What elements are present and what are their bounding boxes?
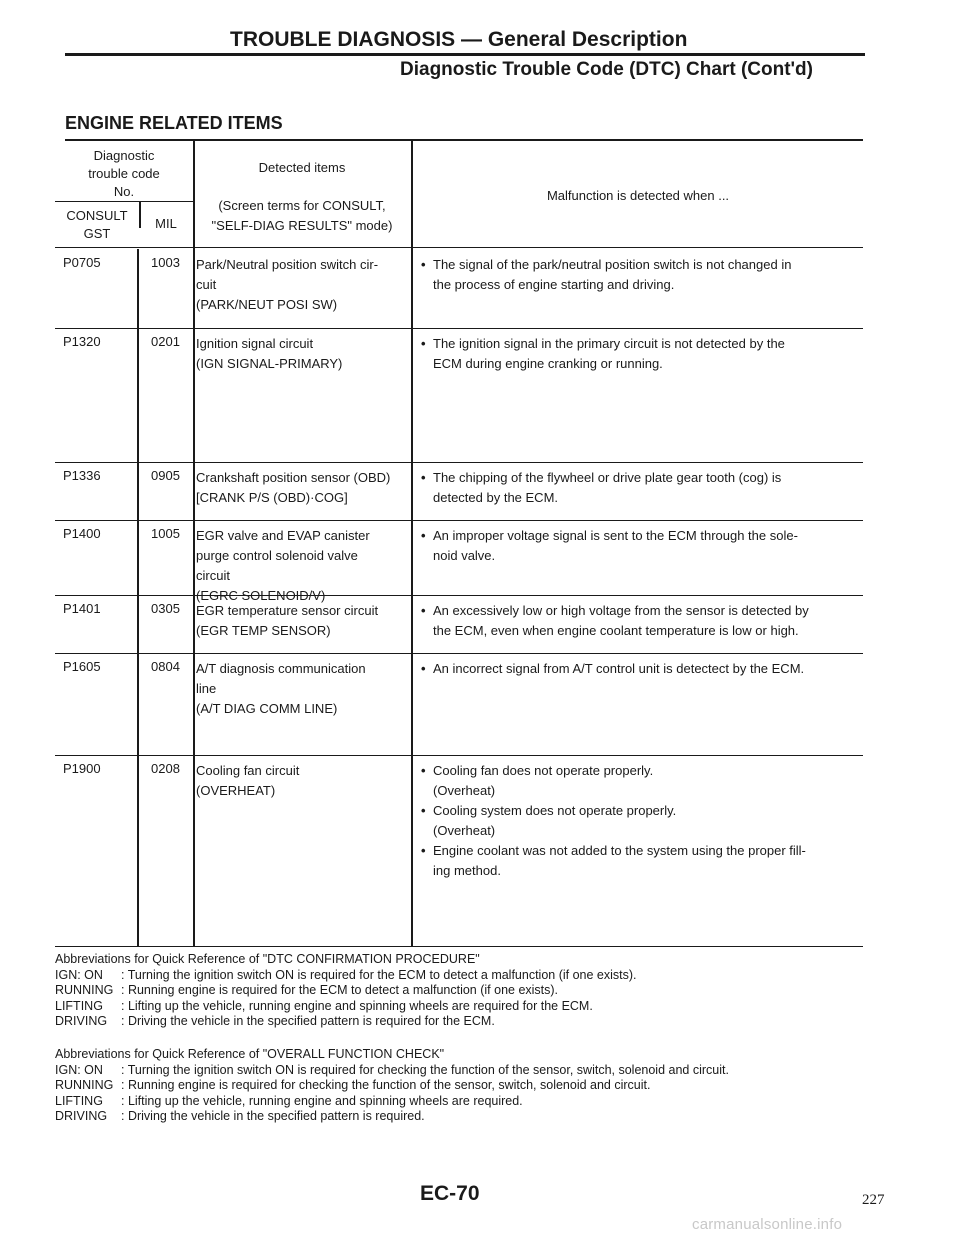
dtc-code: P1336 bbox=[63, 468, 101, 483]
row-rule bbox=[55, 653, 863, 654]
page-number: 227 bbox=[862, 1192, 885, 1208]
detected-item: A/T diagnosis communication line (A/T DIAG COMM LINE) bbox=[196, 661, 366, 716]
row-rule bbox=[55, 520, 863, 521]
detected-item: Park/Neutral position switch cir- cuit (PARK/NEUT POSI SW) bbox=[196, 257, 379, 312]
malfunction-header: Malfunction is detected when ... bbox=[546, 188, 730, 203]
malfunction-condition: • An improper voltage signal is sent to the ECM through the sole- noid valve. bbox=[421, 528, 798, 563]
malfunction-condition: • An excessively low or high voltage from the sensor is detected by the ECM, even when engine coolant temperature is low or high. bbox=[421, 603, 809, 638]
detected-item: Ignition signal circuit (IGN SIGNAL-PRIMARY) bbox=[196, 336, 343, 371]
header-rule bbox=[65, 53, 865, 56]
detected-item: EGR temperature sensor circuit (EGR TEMP SENSOR) bbox=[196, 603, 379, 638]
section-heading: ENGINE RELATED ITEMS bbox=[65, 113, 283, 133]
mil-code: 0208 bbox=[151, 761, 180, 776]
malfunction-condition: • The signal of the park/neutral position switch is not changed in the process of engine starting and driving. bbox=[421, 257, 792, 292]
mil-code: 0305 bbox=[151, 601, 180, 616]
abbreviations-title: Abbreviations for Quick Reference of "OVERALL FUNCTION CHECK" bbox=[55, 1047, 445, 1061]
abbreviation-item: RUNNING : Running engine is required for the ECM to detect a malfunction (if one exists). bbox=[55, 983, 559, 997]
detected-item: EGR valve and EVAP canister purge control solenoid valve circuit (EGRC SOLENOID/V) bbox=[196, 528, 370, 603]
row-rule bbox=[55, 328, 863, 329]
detected-item: Cooling fan circuit (OVERHEAT) bbox=[196, 763, 300, 798]
abbreviation-item: RUNNING : Running engine is required for checking the function of the sensor, switch, solenoid and circuit. bbox=[55, 1078, 651, 1092]
dtc-code: P1401 bbox=[63, 601, 101, 616]
malfunction-condition: • The chipping of the flywheel or drive plate gear tooth (cog) is detected by the ECM. bbox=[421, 470, 782, 505]
detected-item: Crankshaft position sensor (OBD) [CRANK P/S (OBD)·COG] bbox=[196, 470, 391, 505]
mil-code: 0905 bbox=[151, 468, 180, 483]
abbreviation-item: LIFTING : Lifting up the vehicle, running engine and spinning wheels are required for the ECM. bbox=[55, 998, 593, 1013]
mil-code: 1003 bbox=[151, 255, 180, 270]
page-code: EC-70 bbox=[420, 1182, 480, 1205]
dtc-code: P1320 bbox=[63, 334, 101, 349]
dtc-code: P1400 bbox=[63, 526, 101, 541]
column-divider bbox=[193, 141, 195, 946]
dtc-table bbox=[55, 141, 865, 946]
abbreviations-title: Abbreviations for Quick Reference of "DTC CONFIRMATION PROCEDURE" bbox=[55, 952, 480, 966]
column-divider bbox=[411, 141, 413, 946]
watermark: carmanualsonline.info bbox=[692, 1216, 843, 1233]
mil-code: 1005 bbox=[151, 526, 180, 541]
table-bottom-rule bbox=[55, 946, 863, 947]
detected-items-header: Detected items (Screen terms for CONSULT, "SELF-DIAG RESULTS" mode) bbox=[211, 160, 393, 233]
abbreviation-item: LIFTING : Lifting up the vehicle, running engine and spinning wheels are required. bbox=[55, 1093, 523, 1108]
row-rule bbox=[55, 247, 863, 248]
abbreviations-confirmation bbox=[55, 952, 637, 1030]
mil-code: 0201 bbox=[151, 334, 180, 349]
abbreviation-item: DRIVING : Driving the vehicle in the specified pattern is required for the ECM. bbox=[55, 1014, 495, 1028]
abbreviations-function-check bbox=[55, 1047, 729, 1125]
dtc-code: P1605 bbox=[63, 659, 101, 674]
dtc-code: P0705 bbox=[63, 255, 101, 270]
page-subtitle: Diagnostic Trouble Code (DTC) Chart (Cont'd) bbox=[400, 59, 813, 80]
column-divider bbox=[137, 249, 139, 946]
malfunction-condition: • An incorrect signal from A/T control unit is detectect by the ECM. bbox=[421, 661, 805, 676]
dtc-group-header: Diagnostic trouble code No. bbox=[88, 148, 160, 199]
abbreviation-item: IGN: ON : Turning the ignition switch ON is required for checking the function of the sensor, switch, solenoid and circuit. bbox=[55, 1062, 729, 1077]
row-rule bbox=[55, 755, 863, 756]
malfunction-condition: • The ignition signal in the primary circuit is not detected by the ECM during engine cranking or running. bbox=[421, 336, 785, 371]
malfunction-condition: • Cooling fan does not operate properly. (Overheat) • Cooling system does not operate properly. (Overheat) • Engine coolant was not added to the system using the proper fill- ing method. bbox=[421, 763, 806, 878]
page-title: TROUBLE DIAGNOSIS — General Description bbox=[230, 28, 688, 51]
abbreviation-item: IGN: ON : Turning the ignition switch ON is required for the ECM to detect a malfunction (if one exists). bbox=[55, 967, 637, 982]
mil-code: 0804 bbox=[151, 659, 180, 674]
abbreviation-item: DRIVING : Driving the vehicle in the specified pattern is required. bbox=[55, 1109, 425, 1123]
row-rule bbox=[55, 595, 863, 596]
row-rule bbox=[55, 462, 863, 463]
mil-header: MIL bbox=[155, 216, 177, 231]
dtc-code: P1900 bbox=[63, 761, 101, 776]
header-rule bbox=[55, 201, 193, 202]
consult-header: CONSULT GST bbox=[66, 208, 128, 241]
